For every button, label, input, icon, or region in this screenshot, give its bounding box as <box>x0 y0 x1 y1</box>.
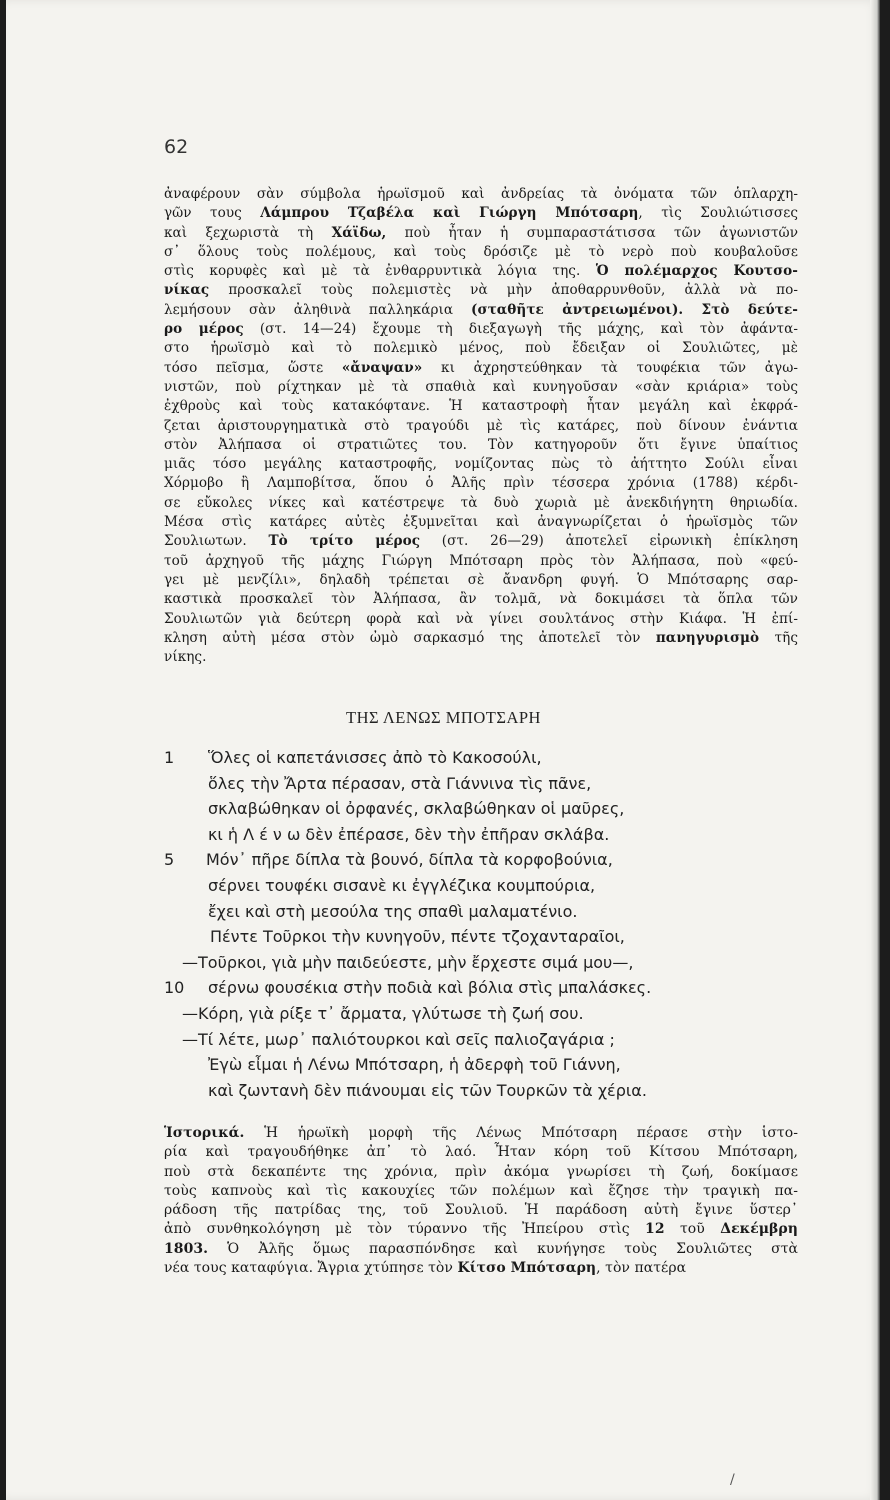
commentary-line <box>164 281 798 300</box>
notes-line <box>164 1163 798 1182</box>
bold-text: ρο μέρος <box>164 321 244 338</box>
text-run: τόσο πεῖσμα, ὥστε <box>164 359 342 376</box>
verse-text: Πέντε Τοῦρκοι τὴν κυνηγοῦν, πέντε τζοχανταραῖοι, <box>210 927 625 947</box>
bold-text: «ἄναψαν» <box>341 359 423 376</box>
commentary-line <box>164 494 798 513</box>
commentary-line <box>164 590 798 609</box>
commentary-paragraph <box>164 185 798 667</box>
bold-text: Τὸ τρίτο μέρος <box>268 533 421 550</box>
verse-text: Ὅλες οἱ καπετάνισσες ἀπὸ τὸ Κακοσούλι, <box>208 748 542 767</box>
bold-text: Λάμπρου Τζαβέλα καὶ Γιώργη Μπότσαρη <box>260 205 639 222</box>
verse-number: 10 <box>164 978 185 998</box>
verse-text: ὅλες τὴν Ἄρτα πέρασαν, στὰ Γιάννινα τὶς πᾶνε, <box>208 773 592 793</box>
bold-text: Χάϊδω, <box>331 224 387 241</box>
text-run: , τὸν πατέρα <box>596 1260 687 1277</box>
text-run: Σουλιωτῶν γιὰ δεύτερη φορὰ καὶ νὰ γίνει σουλτάνος στὴν Κιάφα. Ἡ ἐπί- <box>164 610 798 627</box>
text-run: τοὺς καπνοὺς καὶ τὶς κακουχίες τῶν πολέμων καὶ ἔζησε τὴν τραγικὴ πα- <box>164 1182 798 1199</box>
poem-title: ΤΗΣ ΛΕΝΩΣ ΜΠΟΤΣΑΡΗ <box>346 708 541 727</box>
notes-line <box>164 1240 798 1259</box>
bold-text: Ὁ πολέμαρχος Κουτσο- <box>595 263 798 280</box>
text-run: ἐχθροὺς καὶ τοὺς κατακόφτανε. Ἡ καταστροφὴ ἦταν μεγάλη καὶ ἐκφρά- <box>164 398 798 415</box>
text-run: (στ. 14—24) ἔχουμε τὴ διεξαγωγὴ τῆς μάχης, καὶ τὸν ἀφάντα- <box>243 321 798 338</box>
bold-text: (σταθῆτε ἀντρειωμένοι). Στὸ δεύτε- <box>471 301 798 318</box>
bold-text: 1803. <box>164 1240 209 1257</box>
bold-text: νίκας <box>164 282 210 299</box>
text-run: Σουλιωτων. <box>164 533 269 550</box>
commentary-line <box>164 552 798 571</box>
verse-text: Μόν᾿ πῆρε δίπλα τὰ βουνό, δίπλα τὰ κορφοβούνια, <box>206 850 613 870</box>
text-run: ρία καὶ τραγουδήθηκε ἀπ᾿ τὸ λαό. Ἦταν κόρη τοῦ Κίτσου Μπότσαρη, <box>164 1144 798 1161</box>
text-run: νέα τους καταφύγια. Ἄγρια χτύπησε τὸν <box>164 1260 458 1277</box>
verse-text: —Τί λέτε, μωρ᾿ παλιότουρκοι καὶ σεῖς παλιοζαγάρια ; <box>182 1029 615 1049</box>
text-run: μιᾶς τόσο μεγάλης καταστροφῆς, νομίζοντας πὼς τὸ ἀήττητο Σούλι εἶναι <box>164 456 798 473</box>
verse-text: Ἐγὼ εἶμαι ἡ Λένω Μπότσαρη, ἡ ἀδερφὴ τοῦ Γιάννη, <box>208 1055 621 1075</box>
text-run: κληση αὐτὴ μέσα στὸν ὠμὸ σαρκασμό της ἀποτελεῖ τὸν <box>164 629 656 646</box>
commentary-line <box>164 320 798 339</box>
text-run: καὶ ξεχωριστὰ τὴ <box>164 224 332 241</box>
text-run: Χόρμοβο ἢ Λαμποβίτσα, ὅπου ὁ Ἀλῆς πρὶν τέσσερα χρόνια (1788) κέρδι- <box>164 475 798 492</box>
commentary-line <box>164 455 798 474</box>
commentary-line <box>164 417 798 436</box>
commentary-line <box>164 629 798 648</box>
bold-text: Δεκέμβρη <box>720 1221 798 1238</box>
text-run: ράδοση τῆς πατρίδας της, τοῦ Σουλιοῦ. Ἡ παράδοση αὐτὴ ἔγινε ὕστερ᾿ <box>164 1202 798 1219</box>
verse-text: σέρνει τουφέκι σισανὲ κι ἐγγλέζικα κουμπούρια, <box>208 876 596 895</box>
text-run: ἀπὸ συνθηκολόγηση μὲ τὸν τύραννο τῆς Ἠπείρου στὶς <box>164 1221 646 1238</box>
text-run: σ᾿ ὅλους τοὺς πολέμους, καὶ τοὺς δρόσιζε μὲ τὸ νερὸ ποὺ κουβαλοῦσε <box>164 243 798 260</box>
bold-text: πανηγυρισμὸ <box>655 629 760 646</box>
commentary-line <box>164 397 798 416</box>
text-run: Ὁ Ἀλῆς ὅμως παρασπόνδησε καὶ κυνήγησε τοὺς Σουλιῶτες στὰ <box>208 1240 798 1257</box>
commentary-line <box>164 301 798 320</box>
text-run: νίκης. <box>164 649 207 666</box>
notes-line <box>164 1259 798 1278</box>
bold-text: Ἱστορικά. <box>164 1125 245 1141</box>
text-run: Μέσα στὶς κατάρες αὐτὲς ἐξυμνεῖται καὶ ἀναγνωρίζεται ὁ ἡρωϊσμὸς τῶν <box>164 514 798 531</box>
commentary-line <box>164 474 798 493</box>
text-run: τῆς <box>759 629 798 646</box>
book-page <box>6 0 880 1500</box>
page-edge-shadow <box>870 0 880 1500</box>
verse-text: σέρνω φουσέκια στὴν ποδιὰ καὶ βόλια στὶς μπαλάσκες. <box>208 978 652 998</box>
text-run: στο ἡρωϊσμὸ καὶ τὸ πολεμικὸ μένος, ποὺ ἔδειξαν οἱ Σουλιῶτες, μὲ <box>164 340 798 357</box>
verse-text: —Κόρη, γιὰ ρίξε τ᾿ ἄρματα, γλύτωσε τὴ ζωή σου. <box>182 1004 584 1023</box>
text-run: στὸν Ἀλήπασα οἱ στρατιῶτες του. Τὸν κατηγοροῦν ὅτι ἔγινε ὑπαίτιος <box>164 436 798 453</box>
commentary-line <box>164 610 798 629</box>
verse-number: 5 <box>164 850 175 870</box>
text-run: τοῦ ἀρχηγοῦ τῆς μάχης Γιώργη Μπότσαρη πρὸς τὸν Ἀλήπασα, ποὺ «φεύ- <box>164 552 798 569</box>
commentary-line <box>164 359 798 378</box>
text-run: ποὺ ἦταν ἡ συμπαραστάτισσα τῶν ἀγωνιστῶν <box>386 224 799 241</box>
notes-line <box>164 1201 798 1220</box>
bold-text: 12 <box>645 1221 665 1238</box>
text-run: στὶς κορυφὲς καὶ μὲ τὰ ἐνθαρρυντικὰ λόγια της. <box>164 263 596 280</box>
verse-text: καὶ ζωντανὴ δὲν πιάνουμαι εἰς τῶν Τουρκῶν τὰ χέρια. <box>208 1080 647 1100</box>
verse-text: —Τοῦρκοι, γιὰ μὴν παιδεύεστε, μὴν ἔρχεστε σιμά μου—, <box>182 952 634 972</box>
text-run: λεμήσουν σὰν ἀληθινὰ παλληκάρια <box>164 301 472 318</box>
text-run: , τὶς Σουλιώτισσες <box>638 205 798 222</box>
commentary-line <box>164 648 798 667</box>
commentary-line <box>164 532 798 551</box>
page-number: 62 <box>164 136 189 158</box>
text-run: κι ἀχρηστεύθηκαν τὰ τουφέκια τῶν ἀγω- <box>422 359 798 376</box>
ink-mark: / <box>730 1472 735 1488</box>
notes-line <box>164 1220 798 1239</box>
commentary-line <box>164 436 798 455</box>
commentary-line <box>164 243 798 262</box>
notes-line <box>164 1124 798 1143</box>
notes-line <box>164 1182 798 1201</box>
text-run: νιστῶν, ποὺ ρίχτηκαν μὲ τὰ σπαθιὰ καὶ κυνηγοῦσαν «σὰν κριάρια» τοὺς <box>164 378 798 395</box>
verse-text: κι ἡ Λ έ ν ω δὲν ἐπέρασε, δὲν τὴν ἐπῆραν σκλάβα. <box>208 824 610 844</box>
text-run: ποὺ στὰ δεκαπέντε της χρόνια, πρὶν ἀκόμα γνωρίσει τὴ ζωή, δοκίμασε <box>164 1163 798 1180</box>
commentary-line <box>164 339 798 358</box>
text-run: ζεται ἀριστουργηματικὰ στὸ τραγούδι μὲ τὶς κατάρες, ποὺ δίνουν ἐνάντια <box>164 417 798 434</box>
historical-notes-paragraph <box>164 1124 798 1278</box>
verse-number: 1 <box>164 748 175 767</box>
text-run: τοῦ <box>664 1221 721 1238</box>
commentary-line <box>164 224 798 243</box>
text-run: Ἡ ἡρωϊκὴ μορφὴ τῆς Λένως Μπότσαρη πέρασε στὴν ἱστο- <box>244 1125 798 1141</box>
commentary-line <box>164 204 798 223</box>
commentary-line <box>164 185 798 204</box>
text-run: γει μὲ μενζίλι», δηλαδὴ τρέπεται σὲ ἄνανδρη φυγή. Ὁ Μπότσαρης σαρ- <box>164 571 798 588</box>
commentary-line <box>164 571 798 590</box>
text-run: ἀναφέρουν σὰν σύμβολα ἡρωϊσμοῦ καὶ ἀνδρείας τὰ ὀνόματα τῶν ὁπλαρχη- <box>164 186 798 202</box>
commentary-line <box>164 378 798 397</box>
notes-line <box>164 1143 798 1162</box>
text-run: (στ. 26—29) ἀποτελεῖ εἰρωνικὴ ἐπίκληση <box>420 533 798 550</box>
text-run: γῶν τους <box>164 205 261 222</box>
bold-text: Κίτσο Μπότσαρη <box>457 1260 597 1277</box>
verse-text: ἔχει καὶ στὴ μεσούλα της σπαθὶ μαλαματένιο. <box>208 901 578 921</box>
verse-text: σκλαβώθηκαν οἱ ὀρφανές, σκλαβώθηκαν οἱ μαῦρες, <box>208 799 625 819</box>
text-run: σε εὔκολες νίκες καὶ κατέστρεψε τὰ δυὸ χωριὰ μὲ ἀνεκδιήγητη θηριωδία. <box>164 494 798 511</box>
commentary-line <box>164 513 798 532</box>
commentary-line <box>164 262 798 281</box>
text-run: προσκαλεῖ τοὺς πολεμιστὲς νὰ μὴν ἀποθαρρυνθοῦν, ἀλλὰ νὰ πο- <box>209 282 798 299</box>
text-run: καστικὰ προσκαλεῖ τὸν Ἀλήπασα, ἂν τολμᾶ, νὰ δοκιμάσει τὰ ὅπλα τῶν <box>164 591 798 608</box>
